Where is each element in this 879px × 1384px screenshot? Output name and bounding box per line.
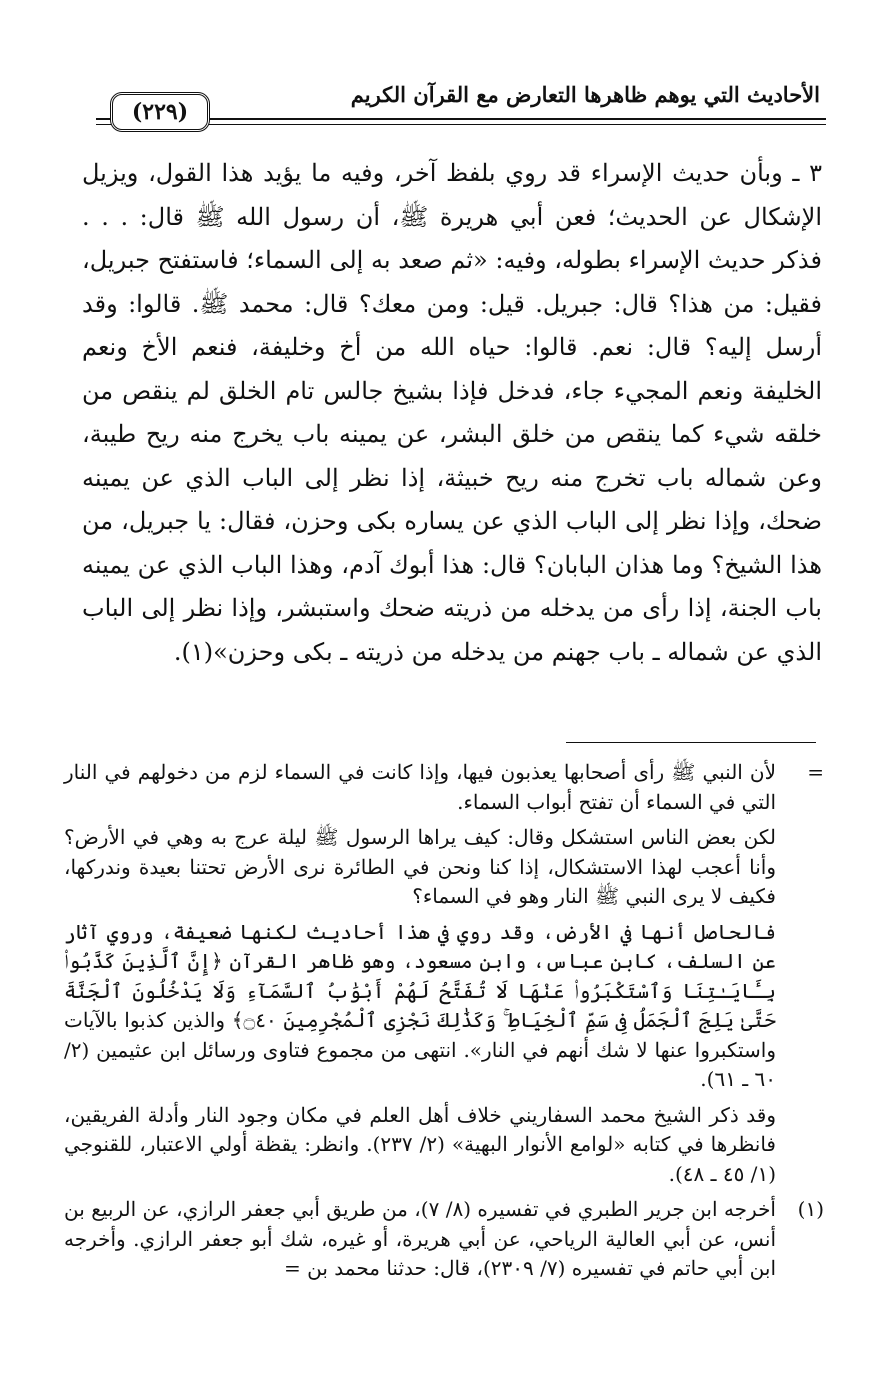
running-title: الأحاديث التي يوهم ظاهرها التعارض مع القرآن الكريم (252, 80, 820, 110)
footnotes (64, 758, 824, 1290)
footnote-paragraph: لأن النبي ﷺ رأى أصحابها يعذبون فيها، وإذا كانت في السماء لزم من دخولهم في النار التي في السماء أن تفتح أبواب السماء. (64, 760, 776, 814)
footnote-paragraph: لكن بعض الناس استشكل وقال: كيف يراها الرسول ﷺ ليلة عرج به وهي في الأرض؟ وأنا أعجب لهذا الاستشكال، إذا كنا ونحن في الطائرة نرى الأرض تحتنا بعيدة وندركها، فكيف لا يرى النبي ﷺ النار وهو في السماء؟ (64, 825, 776, 908)
footnote-1-marker: (١) (797, 1197, 824, 1221)
body-paragraph: ٣ ـ وبأن حديث الإسراء قد روي بلفظ آخر، وفيه ما يؤيد هذا القول، ويزيل الإشكال عن الحديث؛ فعن أبي هريرة ﷺ، أن رسول الله ﷺ قال: . . . فذكر حديث الإسراء بطوله، وفيه: «ثم صعد به إلى السماء؛ فاستفتح جبريل، فقيل: من هذا؟ قال: جبريل. قيل: ومن معك؟ قال: محمد ﷺ. قالوا: وقد أرسل إليه؟ قال: نعم. قالوا: حياه الله من أخ وخليفة، فنعم الأخ ونعم الخليفة ونعم المجيء جاء، فدخل فإذا بشيخ جالس تام الخلق لم ينقص من خلقه شيء كما ينقص من خلق البشر، عن يمينه باب يخرج منه ريح طيبة، وعن شماله باب تخرج منه ريح خبيثة، إذا نظر إلى الباب الذي عن يمينه ضحك، وإذا نظر إلى الباب الذي عن يساره بكى وحزن، فقال: يا جبريل، من هذا الشيخ؟ وما هذان البابان؟ قال: هذا أبوك آدم، وهذا الباب الذي عن يمينه باب الجنة، إذا رأى من يدخله من ذريته ضحك واستبشر، وإذا نظر إلى الباب الذي عن شماله ـ باب جهنم من يدخله من ذريته ـ بكى وحزن»(١). (82, 159, 822, 666)
page-number: (٢٢٩) (110, 92, 210, 132)
continuation-marker: = (807, 760, 824, 784)
page-header (96, 78, 826, 132)
footnote-paragraph: وقد ذكر الشيخ محمد السفاريني خلاف أهل العلم في مكان وجود النار وأدلة الفريقين، فانظرها في كتابه «لوامع الأنوار البهية» (٢/ ٢٣٧). وانظر: يقظة أولي الاعتبار، للقنوجي (١/ ٤٥ ـ ٤٨). (64, 1102, 776, 1186)
footnote-1 (64, 1195, 824, 1284)
footnote-1-text: أخرجه ابن جرير الطبري في تفسيره (٨/ ٧)، من طريق أبي جعفر الرازي، عن الربيع بن أنس، عن أبي العالية الرياحي، عن أبي هريرة، أو غيره، شك أبو جعفر الرازي. وأخرجه ابن أبي حاتم في تفسيره (٧/ ٢٣٠٩)، قال: حدثنا محمد بن = (64, 1197, 776, 1280)
footnote-continuation (64, 758, 824, 1189)
main-text (82, 152, 822, 674)
footnote-separator (566, 742, 816, 743)
footnote-paragraph: فالحاصل أنها في الأرض، وقد روي في هذا أحاديث لكنها ضعيفة، وروي آثار عن السلف، كابن عباس، وابن مسعود، وهو ظاهر القرآن ﴿إِنَّ ٱلَّذِينَ كَذَّبُوا۟ بِـَٔايَـٰتِنَا وَٱسْتَكْبَرُوا۟ عَنْهَا لَا تُفَتَّحُ لَهُمْ أَبْوَٰبُ ٱلسَّمَآءِ وَلَا يَدْخُلُونَ ٱلْجَنَّةَ حَتَّىٰ يَلِجَ ٱلْجَمَلُ فِى سَمِّ ٱلْخِيَاطِ ۚ وَكَذَٰلِكَ نَجْزِى ٱلْمُجْرِمِينَ ۝٤٠﴾ والذين كذبوا بالآيات واستكبروا عنها لا شك أنهم في النار». انتهى من مجموع فتاوى ورسائل ابن عثيمين (٢/ ٦٠ ـ ٦١). (64, 919, 777, 1091)
